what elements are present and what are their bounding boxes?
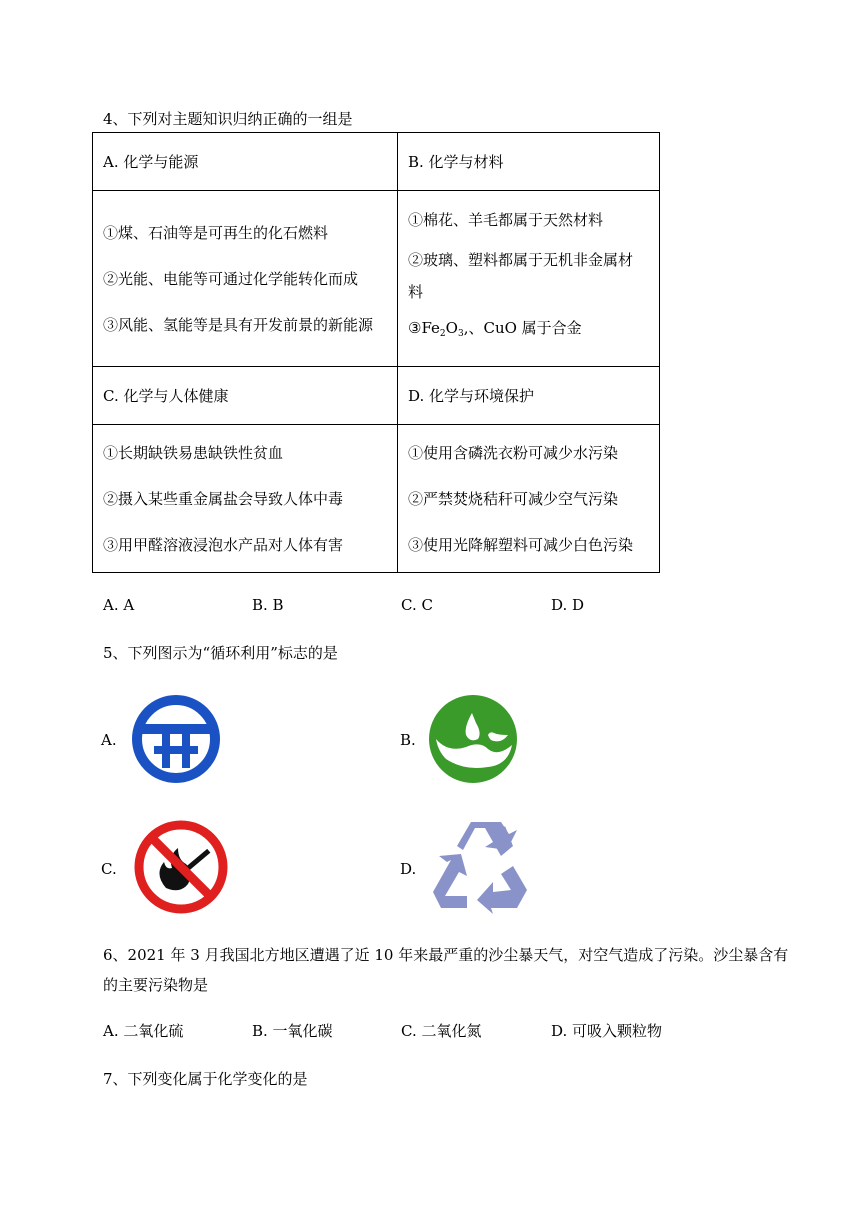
d-item-2: ②严禁焚烧秸秆可减少空气污染: [408, 489, 619, 508]
c-item-3: ③用甲醛溶液浸泡水产品对人体有害: [103, 535, 344, 554]
cell-c-content: [93, 425, 398, 573]
q5-label-c[interactable]: C.: [101, 860, 117, 878]
a-item-2: ②光能、电能等可通过化学能转化而成: [103, 269, 359, 288]
b-item-3: $③Fe_2O_3$,、CuO 属于合金: [408, 318, 582, 339]
q4-option-d[interactable]: D. D: [551, 596, 585, 614]
cell-a-title: A. 化学与能源: [93, 133, 398, 191]
q4-option-a[interactable]: A. A: [103, 596, 135, 614]
a-item-1: ①煤、石油等是可再生的化石燃料: [103, 223, 329, 242]
cell-d-title: D. 化学与环境保护: [398, 367, 660, 425]
q6-option-c[interactable]: C. 二氧化氮: [401, 1022, 482, 1040]
q6-option-d[interactable]: D. 可吸入颗粒物: [551, 1022, 663, 1040]
q5-label-b[interactable]: B.: [400, 731, 416, 749]
b-item-1: ①棉花、羊毛都属于天然材料: [408, 210, 604, 229]
water-saving-icon[interactable]: [428, 695, 518, 787]
d-item-3: ③使用光降解塑料可减少白色污染: [408, 535, 634, 554]
question-6-stem-line2: 的主要污染物是: [103, 976, 209, 994]
q5-label-a[interactable]: A.: [101, 731, 117, 749]
d-item-1: ①使用含磷洗衣粉可减少水污染: [408, 443, 619, 462]
question-7-stem: 7、下列变化属于化学变化的是: [103, 1070, 308, 1088]
question-4-stem: 4、下列对主题知识归纳正确的一组是: [103, 110, 353, 128]
cell-a-content: [93, 191, 398, 367]
b-item-2-cont: 料: [408, 282, 424, 301]
question-5-stem: 5、下列图示为“循环利用”标志的是: [103, 644, 338, 662]
q5-label-d[interactable]: D.: [400, 860, 417, 878]
cell-d-content: [398, 425, 660, 573]
q6-option-b[interactable]: B. 一氧化碳: [252, 1022, 333, 1040]
a-item-3: ③风能、氢能等是具有开发前景的新能源: [103, 315, 374, 334]
recycle-icon[interactable]: [427, 820, 531, 918]
question-6-stem-line1: 6、2021 年 3 月我国北方地区遭遇了近 10 年来最严重的沙尘暴天气，对空气造成了污染。沙尘暴含有: [103, 946, 789, 964]
water-supply-icon[interactable]: [128, 694, 224, 788]
b-item-2: ②玻璃、塑料都属于无机非金属材: [408, 250, 634, 269]
cell-b-title: B. 化学与材料: [398, 133, 660, 191]
q6-option-a[interactable]: A. 二氧化硫: [103, 1022, 184, 1040]
cell-b-content: [398, 191, 660, 367]
c-item-1: ①长期缺铁易患缺铁性贫血: [103, 443, 284, 462]
knowledge-table: [92, 132, 660, 573]
no-fire-icon[interactable]: [132, 818, 230, 920]
c-item-2: ②摄入某些重金属盐会导致人体中毒: [103, 489, 344, 508]
cell-c-title: C. 化学与人体健康: [93, 367, 398, 425]
q4-option-c[interactable]: C. C: [401, 596, 433, 614]
q4-option-b[interactable]: B. B: [252, 596, 284, 614]
